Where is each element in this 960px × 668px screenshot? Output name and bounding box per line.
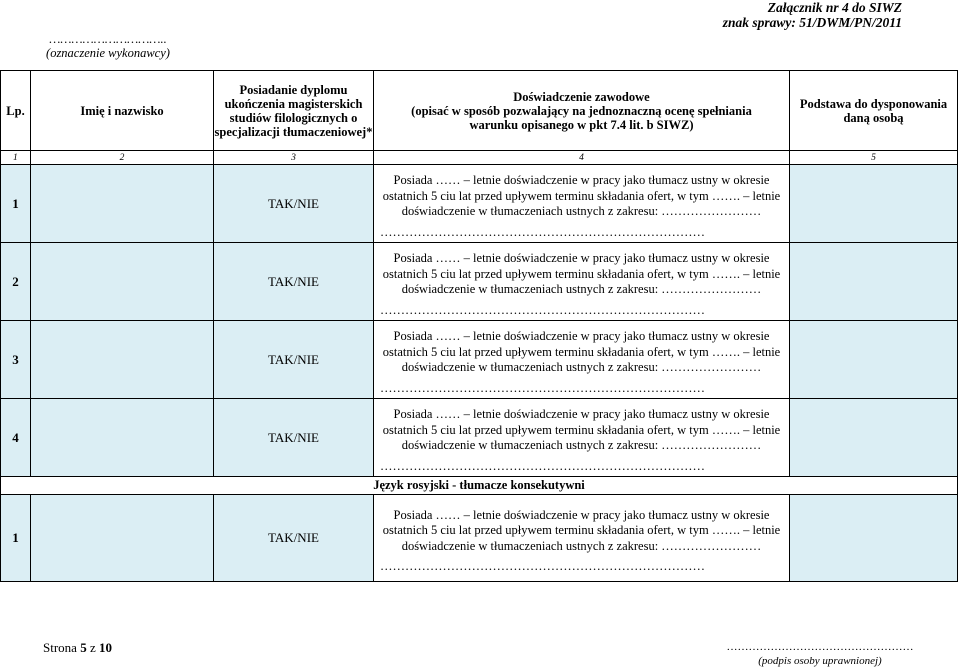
case-number: znak sprawy: 51/DWM/PN/2011 <box>722 15 902 30</box>
column-number: 4 <box>374 151 790 165</box>
experience-text: Posiada …… – letnie doświadczenie w pracy jako tłumacz ustny w okresie ostatnich 5 ciu lat przed upływem terminu składania ofert, w tym ……. – letnie doświadczenie w tłumaczeniach ustnych z zakresu: …………………… <box>382 329 781 374</box>
diploma-cell: TAK/NIE <box>214 243 374 321</box>
contractor-stamp <box>28 32 188 60</box>
section-title-text: Język rosyjski - tłumacze konsekutywni <box>373 478 585 492</box>
experience-text: Posiada …… – letnie doświadczenie w pracy jako tłumacz ustny w okresie ostatnich 5 ciu lat przed upływem terminu składania ofert, w tym ……. – letnie doświadczenie w tłumaczeniach ustnych z zakresu: …………………… <box>382 407 781 452</box>
basis-cell <box>790 495 958 582</box>
table-row <box>1 321 958 399</box>
name-cell <box>31 243 214 321</box>
column-number: 2 <box>31 151 214 165</box>
page-indicator <box>43 640 112 656</box>
basis-cell <box>790 165 958 243</box>
header-diploma: Posiadanie dyplomu ukończenia magisterskich studiów filologicznych o specjalizacji tłumaczeniowej* <box>214 71 374 151</box>
page-total: 10 <box>98 640 112 655</box>
contractor-label: (oznaczenie wykonawcy) <box>46 46 170 60</box>
row-number: 4 <box>1 399 31 477</box>
table-row <box>1 165 958 243</box>
signature-dots: …………………………………………… <box>726 641 914 653</box>
signature-block <box>720 640 920 668</box>
diploma-cell: TAK/NIE <box>214 165 374 243</box>
table-header-row <box>1 71 958 151</box>
experience-cell <box>374 243 790 321</box>
column-number: 3 <box>214 151 374 165</box>
row-number: 1 <box>1 495 31 582</box>
basis-cell <box>790 243 958 321</box>
column-number: 5 <box>790 151 958 165</box>
experience-text: Posiada …… – letnie doświadczenie w pracy jako tłumacz ustny w okresie ostatnich 5 ciu lat przed upływem terminu składania ofert, w tym ……. – letnie doświadczenie w tłumaczeniach ustnych z zakresu: …………………… <box>382 173 781 218</box>
row-number: 2 <box>1 243 31 321</box>
experience-cell <box>374 165 790 243</box>
attachment-label: Załącznik nr 4 do SIWZ <box>767 0 902 15</box>
contractor-dots: ………………………….. <box>49 32 167 46</box>
row-number: 1 <box>1 165 31 243</box>
name-cell <box>31 165 214 243</box>
header-experience <box>374 71 790 151</box>
basis-cell <box>790 399 958 477</box>
header-basis: Podstawa do dysponowania daną osobą <box>790 71 958 151</box>
experience-dots: …………………………………………………………………… <box>380 559 705 573</box>
experience-dots: …………………………………………………………………… <box>380 458 705 473</box>
section-header-row <box>1 477 958 495</box>
experience-dots: …………………………………………………………………… <box>380 302 705 317</box>
signature-label: (podpis osoby uprawnionej) <box>758 655 882 667</box>
table-row <box>1 399 958 477</box>
name-cell <box>31 399 214 477</box>
page-prefix: Strona <box>43 640 77 655</box>
experience-cell <box>374 321 790 399</box>
header-name: Imię i nazwisko <box>31 71 214 151</box>
diploma-cell: TAK/NIE <box>214 399 374 477</box>
experience-cell <box>374 399 790 477</box>
header-experience-desc: (opisać w sposób pozwalający na jednoznaczną ocenę spełniania warunku opisanego w pkt 7.4 lit. b SIWZ) <box>411 103 752 132</box>
section-title <box>1 477 958 495</box>
row-number: 3 <box>1 321 31 399</box>
column-numbers-row <box>1 151 958 165</box>
experience-text: Posiada …… – letnie doświadczenie w pracy jako tłumacz ustny w okresie ostatnich 5 ciu lat przed upływem terminu składania ofert, w tym ……. – letnie doświadczenie w tłumaczeniach ustnych z zakresu: …………………… <box>382 251 781 296</box>
diploma-cell: TAK/NIE <box>214 495 374 582</box>
name-cell <box>31 495 214 582</box>
header-experience-title: Doświadczenie zawodowe <box>513 89 650 104</box>
basis-cell <box>790 321 958 399</box>
header-lp: Lp. <box>1 71 31 151</box>
personnel-table <box>0 70 958 582</box>
experience-cell <box>374 495 790 582</box>
experience-dots: …………………………………………………………………… <box>380 224 705 239</box>
column-number: 1 <box>1 151 31 165</box>
diploma-cell: TAK/NIE <box>214 321 374 399</box>
page-number: 5 <box>80 640 87 655</box>
name-cell <box>31 321 214 399</box>
table-row <box>1 495 958 582</box>
page-mid: z <box>89 640 96 655</box>
experience-dots: …………………………………………………………………… <box>380 380 705 395</box>
document-header <box>723 0 902 30</box>
experience-text: Posiada …… – letnie doświadczenie w pracy jako tłumacz ustny w okresie ostatnich 5 ciu lat przed upływem terminu składania ofert, w tym ……. – letnie doświadczenie w tłumaczeniach ustnych z zakresu: …………………… <box>382 507 781 553</box>
table-row <box>1 243 958 321</box>
